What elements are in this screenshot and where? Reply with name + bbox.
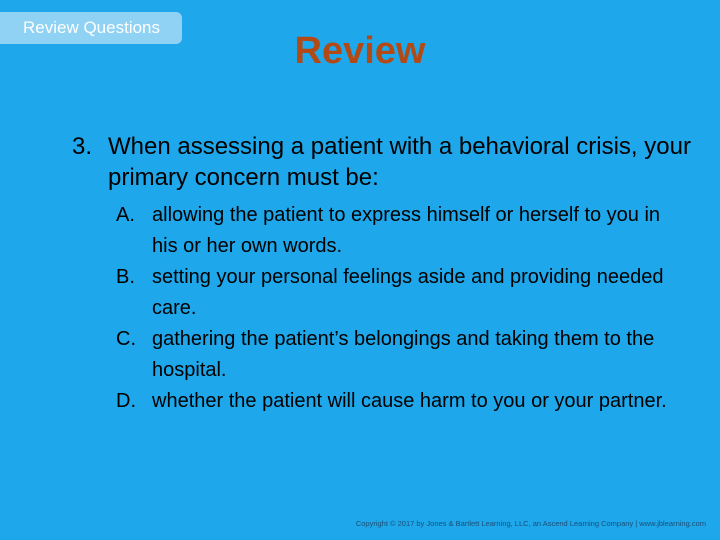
answer-option-b bbox=[116, 262, 676, 324]
answer-text: gathering the patient’s belongings and taking them to the hospital. bbox=[152, 328, 655, 381]
answer-letter: A. bbox=[116, 204, 135, 226]
question-text: When assessing a patient with a behavioral crisis, your primary concern must be: bbox=[108, 133, 691, 191]
question-number: 3. bbox=[72, 133, 93, 160]
answer-text: allowing the patient to express himself or herself to you in his or her own words. bbox=[152, 204, 661, 257]
answer-option-c bbox=[116, 324, 676, 386]
answer-text: whether the patient will cause harm to you or your partner. bbox=[152, 390, 667, 412]
review-questions-tag: Review Questions bbox=[0, 12, 182, 44]
answer-letter: C. bbox=[116, 328, 136, 350]
copyright-footer: Copyright © 2017 by Jones & Bartlett Learning, LLC, an Ascend Learning Company | www.jblearning.com bbox=[355, 519, 706, 528]
answer-letter: D. bbox=[116, 390, 136, 412]
answer-option-a bbox=[116, 200, 676, 262]
answer-text: setting your personal feelings aside and providing needed care. bbox=[152, 266, 664, 319]
answer-option-d bbox=[116, 386, 676, 417]
slide-title: Review bbox=[294, 30, 426, 72]
answer-letter: B. bbox=[116, 266, 135, 288]
question bbox=[72, 131, 692, 193]
answer-list bbox=[116, 200, 676, 417]
